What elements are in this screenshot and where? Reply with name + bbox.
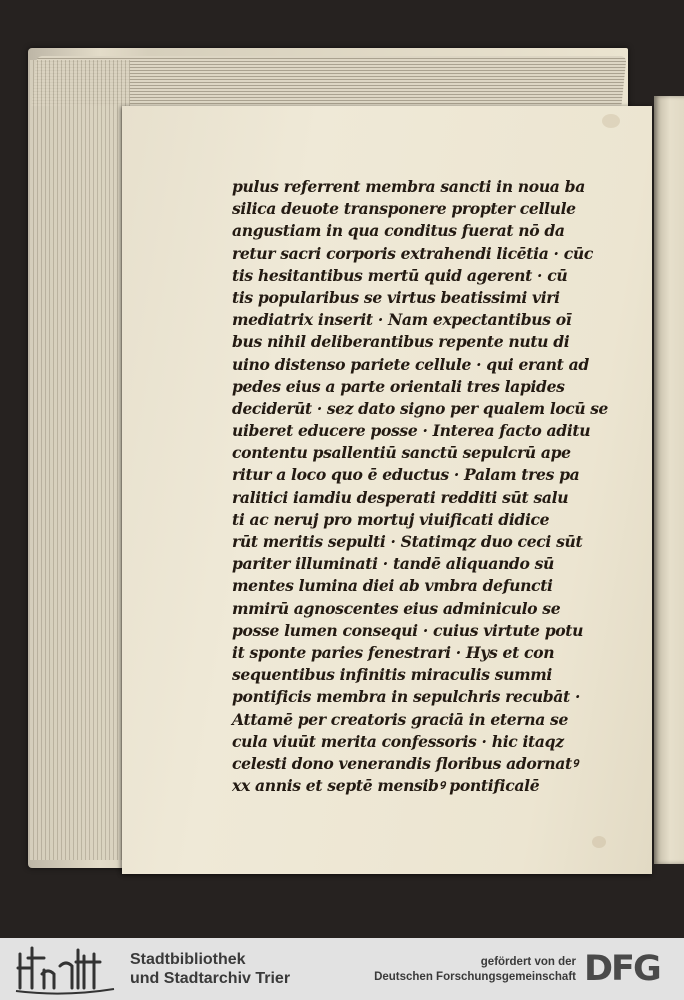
- manuscript-line: uino distenso pariete cellule · qui erant ad: [232, 354, 589, 374]
- manuscript-line: tis hesitantibus mertū quid agerent · cū: [232, 265, 568, 285]
- dfg-logo: DFG: [584, 949, 660, 989]
- manuscript-text: [232, 176, 608, 797]
- manuscript-line: pariter illuminati · tandē aliquando sū: [232, 554, 555, 574]
- manuscript-line: pedes eius a parte orientali tres lapides: [232, 376, 565, 396]
- manuscript-line: mmirū agnoscentes eius adminiculo se: [232, 598, 561, 618]
- manuscript-line: bus nihil deliberantibus repente nutu di: [232, 332, 570, 352]
- page-stain: [602, 114, 620, 128]
- page-stain: [592, 836, 606, 848]
- facing-page-edge: [654, 96, 684, 864]
- manuscript-line: it sponte paries fenestrari · Hys et con: [232, 642, 555, 662]
- manuscript-line: rūt meritis sepulti · Statimqz duo ceci sūt: [232, 532, 583, 551]
- library-name-line1: Stadtbibliothek: [130, 951, 246, 968]
- manuscript-line: silica deuote transponere propter cellule: [232, 199, 576, 219]
- manuscript-line: celesti dono venerandis floribus adornatꝰ: [232, 753, 578, 773]
- manuscript-line: tis popularibus se virtus beatissimi viri: [232, 287, 560, 307]
- manuscript-line: deciderūt · sez dato signo per qualem locū se: [232, 398, 609, 418]
- manuscript-line: mentes lumina diei ab vmbra defuncti: [232, 576, 553, 596]
- manuscript-line: ti ac neruj pro mortuj viuificati didice: [232, 509, 550, 529]
- funding-line1: gefördert von der: [480, 956, 576, 968]
- manuscript-line: ritur a loco quo ē eductus · Palam tres pa: [232, 465, 580, 485]
- footer-bar: [0, 938, 684, 1000]
- funding-note: [306, 955, 576, 985]
- manuscript-line: ralitici iamdiu desperati redditi sūt salu: [232, 487, 569, 507]
- manuscript-line: mediatrix inserit · Nam expectantibus oī: [232, 310, 572, 330]
- manuscript-line: sequentibus infinitis miraculis summi: [232, 665, 552, 685]
- manuscript-line: pontificis membra in sepulchris recubāt ·: [232, 687, 581, 707]
- trier-library-logo-icon: [14, 944, 124, 996]
- manuscript-line: contentu psallentiū sanctū sepulcrū ape: [232, 443, 571, 463]
- manuscript-line: uiberet educere posse · Interea facto aditu: [232, 421, 591, 441]
- manuscript-line: Attamē per creatoris graciā in eterna se: [232, 709, 569, 729]
- manuscript-line: posse lumen consequi · cuius virtute potu: [232, 620, 584, 640]
- manuscript-line: angustiam in qua conditus fuerat nō da: [232, 221, 565, 241]
- book-page-edges: [30, 60, 130, 860]
- manuscript-line: cula viuūt merita confessoris · hic itaqz: [232, 731, 564, 751]
- library-name-line2: und Stadtarchiv Trier: [130, 970, 291, 987]
- funding-line2: Deutschen Forschungsgemeinschaft: [374, 971, 576, 983]
- manuscript-line: retur sacri corporis extrahendi licētia · cūc: [232, 243, 593, 263]
- manuscript-line: pulus referrent membra sancti in noua ba: [232, 177, 585, 196]
- manuscript-line: xx annis et septē mensibꝰ pontificalē: [232, 776, 540, 796]
